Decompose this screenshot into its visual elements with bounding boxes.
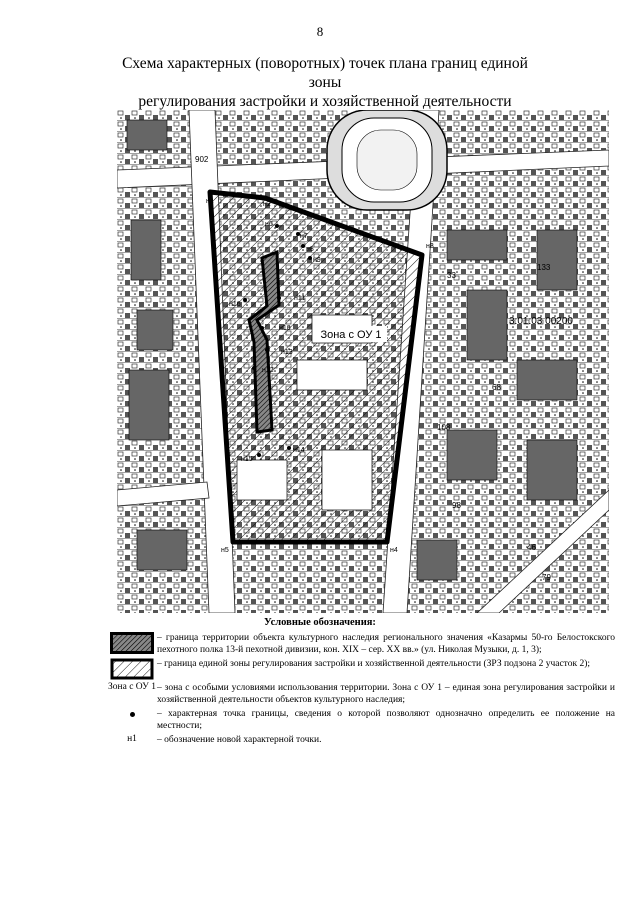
legend-point-symbol — [107, 708, 157, 717]
point-marker — [260, 326, 264, 330]
building-number: 33 — [447, 271, 456, 280]
point-label: н15 — [241, 456, 253, 463]
point-label: н11 — [294, 295, 306, 302]
legend-row-zrz — [107, 658, 615, 680]
boundary-map — [117, 110, 609, 613]
point-label: н10 — [279, 325, 291, 332]
point-marker — [277, 296, 281, 300]
point-marker — [243, 298, 247, 302]
point-label: н6 — [265, 221, 273, 228]
point-marker — [308, 256, 312, 260]
building-number: 98 — [452, 501, 461, 510]
point-marker — [252, 366, 256, 370]
legend-zone-text: – зона с особыми условиями использования территории. Зона с ОУ 1 – единая зона регулирования застройки и хозяйственной деятельности объектов культурного наследия; — [157, 683, 615, 705]
point-label: н2 — [263, 201, 271, 208]
point-label: н16 — [229, 301, 241, 308]
point-label: н3 — [426, 243, 434, 250]
legend-zrz-symbol — [107, 658, 157, 680]
legend — [107, 632, 615, 748]
title-line-2: регулирования застройки и хозяйственной деятельности — [138, 93, 512, 110]
legend-row-zone — [107, 682, 615, 706]
cadastral-label: 3:01:03 00200 — [509, 316, 573, 327]
legend-heritage-symbol — [107, 632, 157, 654]
legend-heritage-text: – граница территории объекта культурного наследия регионального значения «Казармы 50-го Белостокского пехотного полка 13-й пехотной дивизии, кон. XIX – сер. XX вв.» (ул. Николая Музыки, д. 1, 3); — [157, 633, 615, 655]
legend-new-point-text: – обозначение новой характерной точки. — [157, 735, 322, 745]
building-number: 108 — [437, 423, 451, 432]
point-marker — [231, 540, 235, 544]
point-label: н13 — [281, 349, 293, 356]
page-number: 8 — [316, 24, 324, 39]
point-marker — [385, 540, 389, 544]
point-label: н8 — [306, 246, 314, 253]
title-line-1: Схема характерных (поворотных) точек плана границ единой зоны — [122, 55, 528, 91]
point-marker — [287, 446, 291, 450]
point-marker — [208, 190, 212, 194]
point-marker — [420, 253, 424, 257]
point-label: н1 — [206, 198, 214, 205]
legend-zrz-text: – граница единой зоны регулирования застройки и хозяйственной деятельности (ЗРЗ подзона 2 участок 2); — [157, 659, 590, 669]
point-label: н12 — [262, 367, 274, 374]
point-dot-icon — [130, 712, 135, 717]
point-label: н7 — [300, 233, 308, 240]
point-marker — [263, 196, 267, 200]
point-label: н14 — [293, 447, 305, 454]
zone-label: Зона с ОУ 1 — [320, 329, 382, 341]
point-marker — [275, 224, 279, 228]
heritage-swatch-icon — [110, 632, 154, 654]
building-number: 79 — [542, 573, 551, 582]
legend-zone-symbol: Зона с ОУ 1 — [108, 682, 156, 692]
legend-row-point — [107, 708, 615, 732]
legend-title: Условные обозначения: — [264, 617, 376, 628]
zrz-swatch-icon — [110, 658, 154, 680]
legend-new-point-symbol: н1 — [127, 734, 137, 744]
building-number: 68 — [492, 383, 501, 392]
point-marker — [257, 453, 261, 457]
point-marker — [301, 244, 305, 248]
building-number: 902 — [195, 155, 209, 164]
point-marker — [265, 348, 269, 352]
point-label: н9 — [313, 257, 321, 264]
legend-row-new-point — [107, 734, 615, 746]
point-label: н5 — [221, 547, 229, 554]
building-number: 133 — [537, 263, 551, 272]
legend-row-heritage — [107, 632, 615, 656]
legend-point-text: – характерная точка границы, сведения о которой позволяют однозначно определить ее положение на местности; — [157, 709, 615, 731]
point-label: н4 — [390, 547, 398, 554]
stadium — [327, 110, 447, 210]
building-number: 46 — [527, 543, 536, 552]
